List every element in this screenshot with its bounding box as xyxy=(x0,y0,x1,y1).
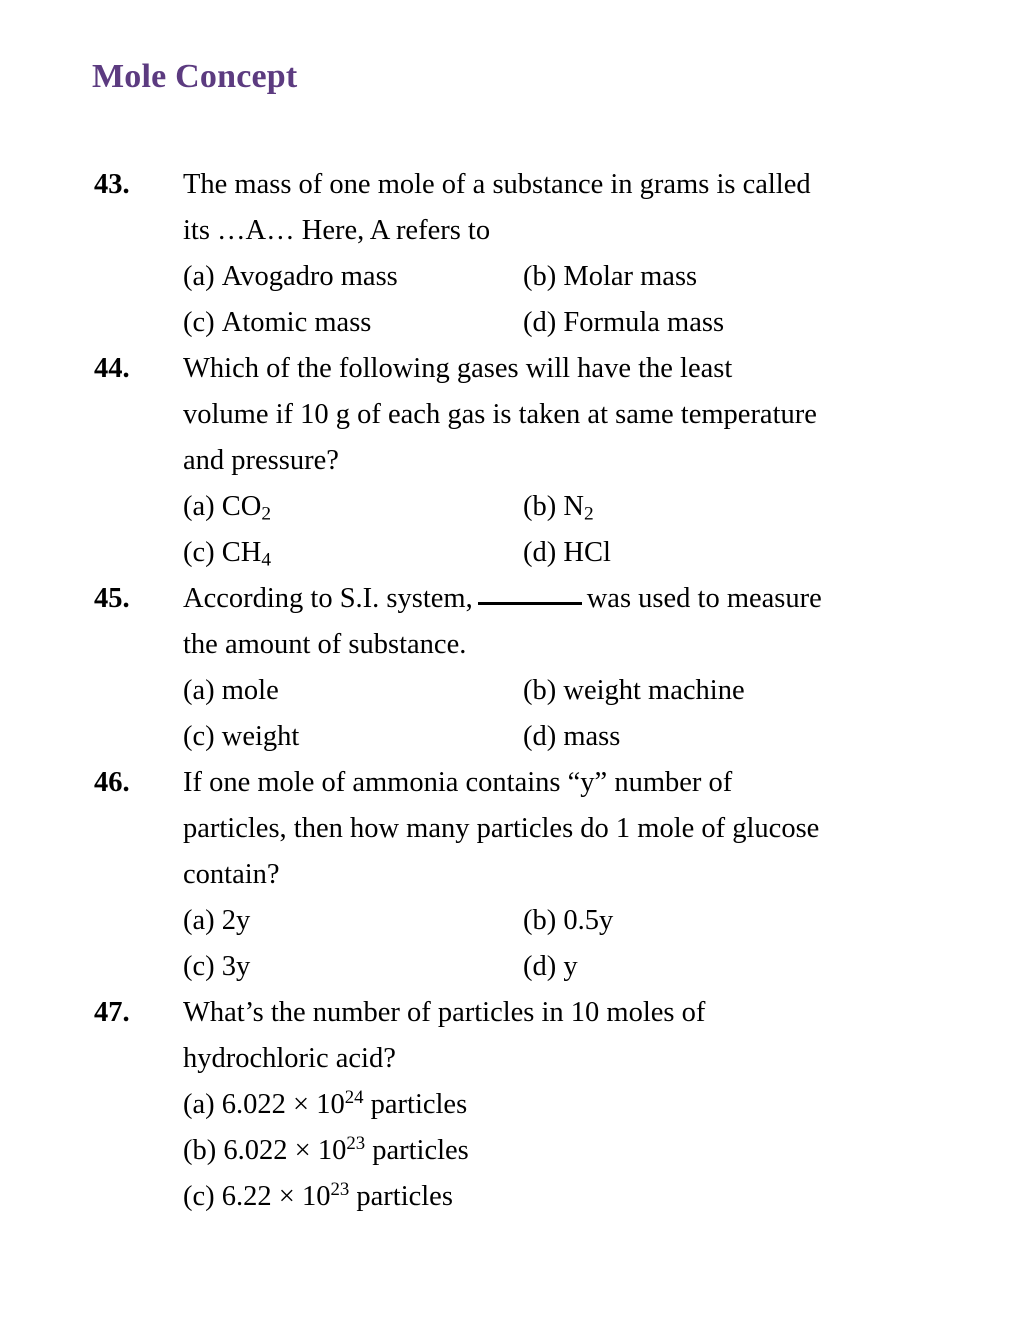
option-label: (b) xyxy=(523,675,557,706)
option-label: (b) xyxy=(523,261,557,292)
question-43-text-line-2: its …A… Here, A refers to xyxy=(183,215,491,246)
question-45-option-b[interactable] xyxy=(523,668,745,714)
question-44-line-3 xyxy=(0,438,1024,484)
question-46-option-a[interactable] xyxy=(183,898,250,944)
question-46-options-row-2 xyxy=(0,944,1024,990)
question-45-text-line-1 xyxy=(183,576,822,622)
question-44-option-b[interactable] xyxy=(523,484,594,530)
question-46 xyxy=(0,760,1024,990)
option-subscript: 2 xyxy=(261,503,272,525)
option-subscript: 4 xyxy=(261,549,272,571)
question-46-text-line-2: particles, then how many particles do 1 mole of glucose xyxy=(183,813,820,844)
question-45-text-line-2: the amount of substance. xyxy=(183,629,467,660)
question-44-options-row-1 xyxy=(0,484,1024,530)
option-label: (d) xyxy=(523,307,557,338)
question-45-text-before-blank: According to S.I. system, xyxy=(183,583,473,614)
question-43-options-row-1 xyxy=(0,254,1024,300)
question-47-option-a[interactable] xyxy=(183,1082,467,1128)
question-46-number: 46. xyxy=(94,767,130,798)
question-43-line-2 xyxy=(0,208,1024,254)
question-43-number: 43. xyxy=(94,169,130,200)
option-label: (d) xyxy=(523,721,557,752)
option-mantissa: 6.022 xyxy=(223,1135,288,1166)
option-label: (b) xyxy=(183,1135,217,1166)
question-45-line-1 xyxy=(0,576,1024,622)
multiplication-sign: × xyxy=(293,1089,310,1120)
question-44-option-d[interactable] xyxy=(523,530,611,576)
option-label: (d) xyxy=(523,951,557,982)
option-mantissa: 6.022 xyxy=(221,1089,286,1120)
option-text: mole xyxy=(221,675,279,706)
option-unit: particles xyxy=(356,1181,453,1212)
question-44-options-row-2 xyxy=(0,530,1024,576)
question-47-option-b[interactable] xyxy=(183,1128,469,1174)
option-unit: particles xyxy=(372,1135,469,1166)
option-formula: CO xyxy=(221,491,262,522)
question-46-option-b[interactable] xyxy=(523,898,613,944)
option-label: (c) xyxy=(183,307,215,338)
question-47-options-row-1 xyxy=(0,1082,1024,1128)
option-text: mass xyxy=(563,721,621,752)
question-47-number: 47. xyxy=(94,997,130,1028)
option-exponent: 24 xyxy=(344,1087,364,1109)
question-46-line-3 xyxy=(0,852,1024,898)
question-43-option-a[interactable] xyxy=(183,254,398,300)
question-46-option-d[interactable] xyxy=(523,944,578,990)
question-46-line-1 xyxy=(0,760,1024,806)
question-list xyxy=(0,162,1024,1220)
option-label: (c) xyxy=(183,1181,215,1212)
page-title: Mole Concept xyxy=(92,58,298,95)
question-46-line-2 xyxy=(0,806,1024,852)
question-47-text-line-1: What’s the number of particles in 10 moles of xyxy=(183,997,706,1028)
question-43 xyxy=(0,162,1024,346)
question-43-text-line-1: The mass of one mole of a substance in grams is called xyxy=(183,169,811,200)
question-43-options-row-2 xyxy=(0,300,1024,346)
question-46-option-c[interactable] xyxy=(183,944,250,990)
question-44 xyxy=(0,346,1024,576)
question-45-text-after-blank: was used to measure xyxy=(586,583,822,614)
option-label: (a) xyxy=(183,905,215,936)
option-label: (a) xyxy=(183,491,215,522)
option-unit: particles xyxy=(370,1089,468,1120)
option-label: (b) xyxy=(523,905,557,936)
question-47-option-c[interactable] xyxy=(183,1174,453,1220)
question-45-option-c[interactable] xyxy=(183,714,299,760)
question-43-option-c[interactable] xyxy=(183,300,371,346)
option-text: y xyxy=(563,951,578,982)
question-45-number: 45. xyxy=(94,583,130,614)
question-45-options-row-1 xyxy=(0,668,1024,714)
option-label: (c) xyxy=(183,721,215,752)
option-formula: CH xyxy=(221,537,262,568)
question-46-options-row-1 xyxy=(0,898,1024,944)
question-47-line-2 xyxy=(0,1036,1024,1082)
option-text: Avogadro mass xyxy=(221,261,398,292)
option-text: 3y xyxy=(221,951,251,982)
question-44-option-a[interactable] xyxy=(183,484,271,530)
option-exponent: 23 xyxy=(330,1179,350,1201)
option-label: (b) xyxy=(523,491,557,522)
option-formula: HCl xyxy=(563,537,611,568)
question-45-option-d[interactable] xyxy=(523,714,620,760)
option-label: (a) xyxy=(183,1089,215,1120)
question-47-text-line-2: hydrochloric acid? xyxy=(183,1043,396,1074)
question-44-text-line-1: Which of the following gases will have the least xyxy=(183,353,733,384)
question-46-text-line-3: contain? xyxy=(183,859,280,890)
question-45-line-2 xyxy=(0,622,1024,668)
option-text: weight xyxy=(221,721,300,752)
option-base: 10 xyxy=(301,1181,331,1212)
option-text: weight machine xyxy=(563,675,745,706)
option-label: (a) xyxy=(183,261,215,292)
fill-in-blank xyxy=(478,602,582,605)
option-subscript: 2 xyxy=(583,503,594,525)
multiplication-sign: × xyxy=(278,1181,295,1212)
option-base: 10 xyxy=(316,1089,345,1120)
question-43-line-1 xyxy=(0,162,1024,208)
question-45 xyxy=(0,576,1024,760)
option-label: (d) xyxy=(523,537,557,568)
question-43-option-d[interactable] xyxy=(523,300,724,346)
option-text: 2y xyxy=(221,905,251,936)
question-45-option-a[interactable] xyxy=(183,668,279,714)
question-47 xyxy=(0,990,1024,1220)
option-formula: N xyxy=(563,491,584,522)
question-44-number: 44. xyxy=(94,353,130,384)
option-base: 10 xyxy=(317,1135,347,1166)
option-label: (a) xyxy=(183,675,215,706)
question-46-text-line-1: If one mole of ammonia contains “y” number of xyxy=(183,767,733,798)
option-text: Molar mass xyxy=(563,261,698,292)
option-label: (c) xyxy=(183,537,215,568)
multiplication-sign: × xyxy=(294,1135,311,1166)
question-43-option-b[interactable] xyxy=(523,254,697,300)
question-45-options-row-2 xyxy=(0,714,1024,760)
option-text: 0.5y xyxy=(563,905,614,936)
question-44-line-2 xyxy=(0,392,1024,438)
option-exponent: 23 xyxy=(346,1133,366,1155)
option-label: (c) xyxy=(183,951,215,982)
question-44-text-line-3: and pressure? xyxy=(183,445,339,476)
question-47-options-row-2 xyxy=(0,1128,1024,1174)
option-mantissa: 6.22 xyxy=(221,1181,272,1212)
option-text: Formula mass xyxy=(563,307,725,338)
question-47-line-1 xyxy=(0,990,1024,1036)
question-47-options-row-3 xyxy=(0,1174,1024,1220)
question-44-text-line-2: volume if 10 g of each gas is taken at same temperature xyxy=(183,399,817,430)
option-text: Atomic mass xyxy=(221,307,372,338)
question-44-line-1 xyxy=(0,346,1024,392)
question-44-option-c[interactable] xyxy=(183,530,271,576)
